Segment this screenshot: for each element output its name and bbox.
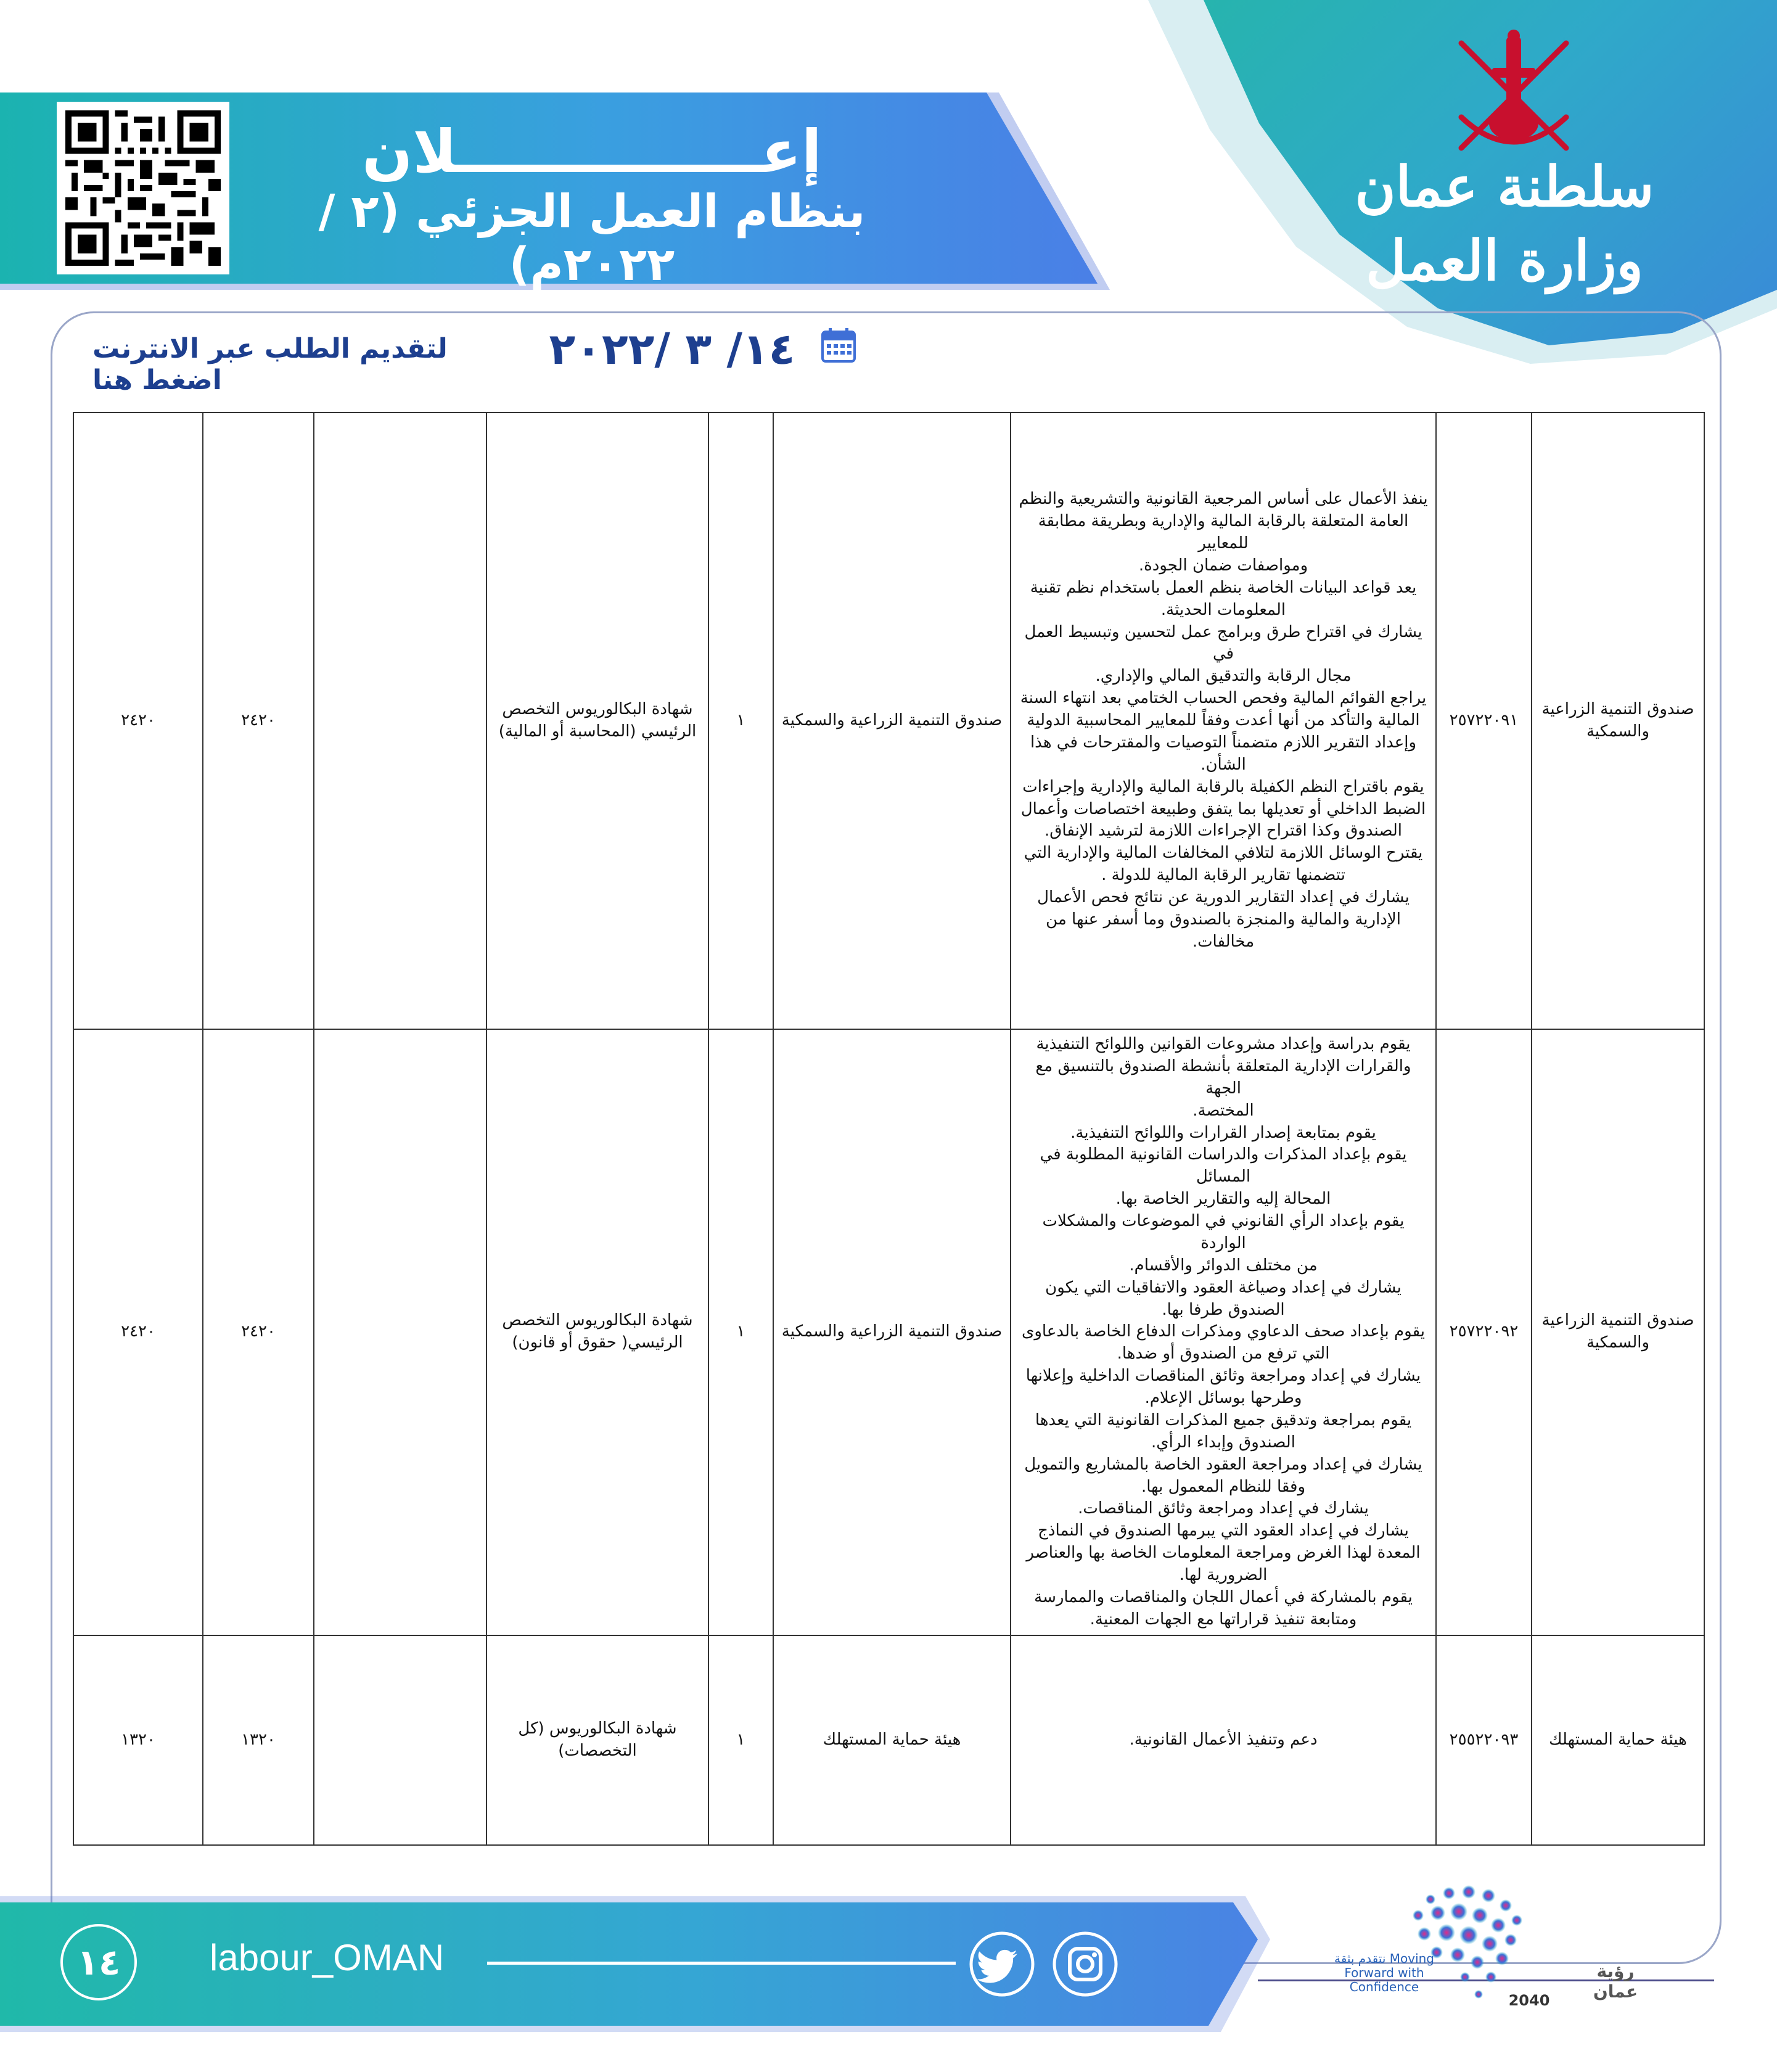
duty-line: يشارك في إعداد وصياغة العقود والاتفاقيات التي يكون	[1045, 1278, 1401, 1297]
duty-line: وإعداد التقرير اللازم متضمناً التوصيات والمقترحات في هذا	[1030, 733, 1417, 752]
value-b-cell: ١٣٢٠	[73, 1635, 203, 1845]
duty-line: المعدة لهذا الغرض ومراجعة المعلومات الخاصة بها والعناصر	[1026, 1544, 1421, 1563]
value-b-cell: ٢٤٢٠	[73, 1029, 203, 1635]
duty-line: المعلومات الحديثة.	[1160, 600, 1286, 619]
footer-divider	[487, 1962, 956, 1965]
jobs-table	[73, 412, 1705, 1846]
duty-line: الإدارية والمالية والمنجزة بالصندوق وما أسفر عنها من	[1046, 910, 1401, 929]
duty-line: والقرارات الإدارية المتعلقة بأنشطة الصندوق بالتنسيق مع الجهة	[1035, 1056, 1411, 1098]
duty-line: العامة المتعلقة بالرقابة المالية والإدارية وبطريقة مطابقة للمعايير	[1038, 512, 1409, 553]
count-cell: ١	[708, 1029, 773, 1635]
notes-cell	[314, 1635, 486, 1845]
employer-cell: هيئة حماية المستهلك	[773, 1635, 1011, 1845]
duty-line: الصندوق طرفا بها.	[1162, 1300, 1285, 1319]
duty-line: يراجع القوائم المالية وفحص الحساب الختامي بعد انتهاء السنة	[1020, 689, 1427, 708]
deadline-date: ١٤/ ٣ /٢٠٢٢	[549, 324, 795, 374]
table-row	[73, 1635, 1704, 1845]
duty-line: تتضمنها تقارير الرقابة المالية للدولة .	[1101, 866, 1345, 885]
duty-line: مجال الرقابة والتدقيق المالي والإداري.	[1095, 667, 1352, 686]
duty-line: ومواصفات ضمان الجودة.	[1138, 556, 1308, 575]
duty-line: يقوم بإعداد صحف الدعاوي ومذكرات الدفاع الخاصة بالدعاوى	[1022, 1322, 1425, 1341]
duty-line: وفقا للنظام المعمول بها.	[1141, 1477, 1306, 1496]
duty-line: ومتابعة تنفيذ قراراتها مع الجهات المعنية.	[1090, 1610, 1357, 1629]
duty-line: يشارك في اقتراح طرق وبرامج عمل لتحسين وتبسيط العمل في	[1024, 622, 1422, 664]
duty-line: دعم وتنفيذ الأعمال القانونية.	[1129, 1730, 1318, 1749]
duty-line: الضبط الداخلي أو تعديلها بما يتفق وطبيعة اختصاصات وأعمال	[1020, 799, 1426, 818]
count-cell: ١	[708, 413, 773, 1029]
duty-line: يشارك في إعداد ومراجعة وثائق المناقصات الداخلية وإعلانها	[1025, 1367, 1421, 1386]
count-cell: ١	[708, 1635, 773, 1845]
duty-line: يقوم بالمشاركة في أعمال اللجان والمناقصات والممارسة	[1034, 1587, 1413, 1606]
code-cell: ٢٥٥٢٢٠٩٣	[1436, 1635, 1532, 1845]
entity-cell: صندوق التنمية الزراعية والسمكية	[1532, 1029, 1704, 1635]
page-number: ١٤	[60, 1924, 137, 2000]
entity-cell: هيئة حماية المستهلك	[1532, 1635, 1704, 1845]
page-subtitle: بنظام العمل الجزئي (٢ / ٢٠٢٢م)	[318, 185, 866, 291]
employer-cell: صندوق التنمية الزراعية والسمكية	[773, 413, 1011, 1029]
duty-line: يشارك في إعداد التقارير الدورية عن نتائج فحص الأعمال	[1037, 888, 1410, 907]
duty-line: يقوم بإعداد المذكرات والدراسات القانونية المطلوبة في المسائل	[1040, 1145, 1407, 1186]
apply-online-link[interactable]: لتقديم الطلب عبر الانترنت اضغط هنا	[92, 333, 448, 396]
page-title: إعـــــــــــــــلان	[362, 117, 822, 186]
duty-line: الصندوق وكذا اقتراح الإجراءات اللازمة لترشيد الإنفاق.	[1044, 821, 1403, 841]
duty-line: التي ترفع من الصندوق أو ضدها.	[1117, 1344, 1330, 1363]
qr-code-icon[interactable]	[57, 102, 229, 274]
duty-line: يقوم بإعداد الرأي القانوني في الموضوعات والمشكلات الواردة	[1042, 1212, 1405, 1252]
calendar-icon	[820, 327, 857, 364]
table-row	[73, 413, 1704, 1029]
value-a-cell: ٢٤٢٠	[203, 1029, 314, 1635]
duty-line: يقوم بمراجعة وتدقيق جميع المذكرات القانونية التي يعدها	[1035, 1410, 1412, 1429]
vision-tagline: نتقدم بثقة Moving Forward with Confidence	[1334, 1951, 1435, 1994]
duty-line: يقوم بمتابعة إصدار القرارات واللوائح التنفيذية.	[1070, 1123, 1376, 1142]
duty-line: ينفذ الأعمال على أساس المرجعية القانونية والتشريعية والنظم	[1019, 490, 1428, 509]
duty-line: المختصة.	[1192, 1101, 1254, 1120]
duty-line: الشأن.	[1200, 755, 1246, 774]
table-row	[73, 1029, 1704, 1635]
social-handle[interactable]: labour_OMAN	[210, 1937, 445, 1978]
employer-cell: صندوق التنمية الزراعية والسمكية	[773, 1029, 1011, 1635]
duty-line: يقوم باقتراح النظم الكفيلة بالرقابة المالية والإدارية وإجراءات	[1022, 777, 1424, 796]
ministry-name-line2: وزارة العمل	[1366, 228, 1643, 294]
code-cell: ٢٥٧٢٢٠٩١	[1436, 413, 1532, 1029]
qualification-cell: شهادة البكالوريوس التخصص الرئيسي( حقوق أو قانون)	[486, 1029, 708, 1635]
code-cell: ٢٥٧٢٢٠٩٢	[1436, 1029, 1532, 1635]
duties-cell	[1011, 1635, 1436, 1845]
value-a-cell: ٢٤٢٠	[203, 413, 314, 1029]
instagram-icon[interactable]	[1051, 1930, 1119, 1998]
duty-line: المالية والتأكد من أنها أعدت وفقاً للمعايير المحاسبية الدولية	[1027, 711, 1420, 730]
duty-line: يشارك في إعداد العقود التي يبرمها الصندوق في النماذج	[1038, 1521, 1409, 1540]
twitter-icon[interactable]	[968, 1930, 1036, 1998]
duties-cell	[1011, 1029, 1436, 1635]
duty-line: الصندوق وإبداء الرأي.	[1151, 1433, 1295, 1452]
oman-emblem-icon	[1443, 25, 1585, 160]
vision-label: رؤية عمان	[1593, 1961, 1638, 2002]
ministry-name-line1: سلطنة عمان	[1355, 154, 1654, 220]
duty-line: يقترح الوسائل اللازمة لتلافي المخالفات المالية والإدارية التي	[1024, 844, 1423, 863]
qualification-cell: شهادة البكالوريوس (كل التخصصات)	[486, 1635, 708, 1845]
duty-line: المحالة إليه والتقارير الخاصة بها.	[1115, 1190, 1331, 1209]
duty-line: وطرحها بوسائل الإعلام.	[1144, 1389, 1302, 1407]
value-a-cell: ١٣٢٠	[203, 1635, 314, 1845]
duty-line: مخالفات.	[1192, 932, 1255, 951]
duty-line: يشارك في إعداد ومراجعة العقود الخاصة بالمشاريع والتمويل	[1024, 1455, 1422, 1474]
duty-line: من مختلف الدوائر والأقسام.	[1129, 1256, 1318, 1275]
vision-2040-logo	[1326, 1856, 1671, 2041]
notes-cell	[314, 413, 486, 1029]
duty-line: يشارك في إعداد ومراجعة وثائق المناقصات.	[1078, 1499, 1369, 1518]
value-b-cell: ٢٤٢٠	[73, 413, 203, 1029]
entity-cell: صندوق التنمية الزراعية والسمكية	[1532, 413, 1704, 1029]
duties-cell	[1011, 413, 1436, 1029]
duty-line: يعد قواعد البيانات الخاصة بنظم العمل باستخدام نظم تقنية	[1030, 578, 1417, 597]
qualification-cell: شهادة البكالوريوس التخصص الرئيسي (المحاسبة أو المالية)	[486, 413, 708, 1029]
vision-year: 2040	[1508, 1992, 1550, 2009]
duty-line: الضرورية لها.	[1179, 1566, 1268, 1584]
notes-cell	[314, 1029, 486, 1635]
duty-line: يقوم بدراسة وإعداد مشروعات القوانين واللوائح التنفيذية	[1036, 1035, 1411, 1053]
